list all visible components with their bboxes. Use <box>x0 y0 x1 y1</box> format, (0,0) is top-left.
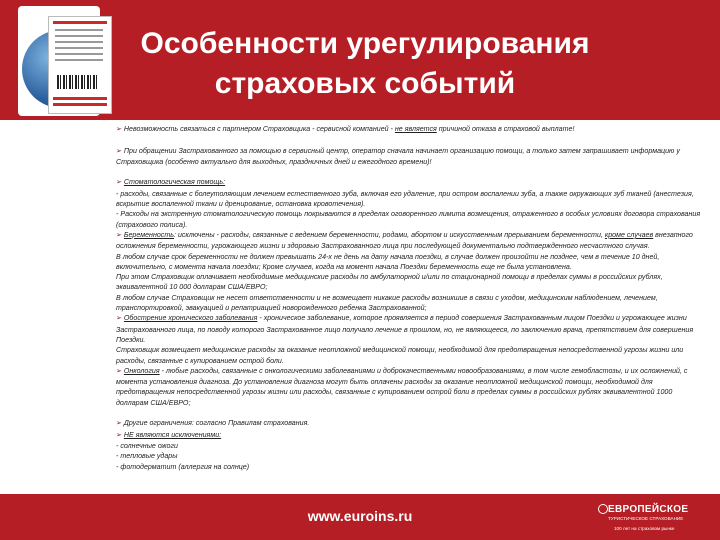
brand-mark-icon <box>598 504 608 514</box>
website-link[interactable]: www.euroins.ru <box>307 508 413 524</box>
dental-item-2: - Расходы на экстренную стоматологическую помощь покрываются в пределах оговоренного лимита возмещения, отраженного в особых условиях договора страхования (страхового полиса). <box>116 210 701 229</box>
chronic-coverage: Страховщик возмещает медицинские расходы за оказание неотложной медицинской помощи, необходимой для предотвращения непосредственной угрозы жизни или расходы, связанные с купированием острой боли. <box>116 346 684 365</box>
brand-tagline: 100 лет на страховом рынке <box>614 526 675 531</box>
booklet-image <box>48 16 112 114</box>
not-insured-heading: ➢ НЕ являются исключениями: <box>116 430 222 439</box>
title-line-2: страховых событий <box>214 67 516 100</box>
brand-name: ЕВРОПЕЙСКОЕ <box>608 504 689 515</box>
pregnancy-paragraph: ➢ Беременность: исключены - расходы, связанные с ведением беременности, родами, абортом и искусственным прерыванием беременности, кроме случаев внезапного осложнения беременности, угрожающего жизни и здоровью Застрахованного лица при последующей документально подтвержденного несчастного случая. <box>116 230 693 251</box>
arrow-bullet-icon: ➢ <box>116 431 122 439</box>
arrow-bullet-icon: ➢ <box>116 231 122 239</box>
not-insured-item: - фотодерматит (аллергия на солнце) <box>116 462 250 471</box>
pregnancy-term: В любом случае срок беременности не должен превышать 24-х не день на дату начала поездки, в случае должен произойти не позднее, чем в течение 10 дней, включительно, с момента начала поездки; Кроме случаев, когда на момент начала Поездки беременность еще не была установлена. <box>116 252 660 271</box>
arrow-bullet-icon: ➢ <box>116 126 122 133</box>
not-insured-item: - тепловые удары <box>116 452 178 461</box>
footer-band <box>0 494 720 540</box>
pregnancy-coverage: При этом Страховщик оплачивает необходимые медицинские расходы по амбулаторной и/или по стационарной помощи в пределах суммы в российских рублях, эквивалентной 10 000 долларам США/ЕВРО; <box>116 273 663 292</box>
booklet-globe-logo <box>18 6 100 116</box>
other-limits: ➢ Другие ограничения: согласно Правилам страхования. <box>116 419 310 428</box>
paragraph-service-center: ➢ При обращении Застрахованного за помощью в сервисный центр, оператор сначала начинает организацию помощи, а только затем запрашивает информацию у Страховщика (особенно актуально для выходных, праздничных дней и ежегодного времени)! <box>116 146 680 166</box>
pregnancy-newborn: В любом случае Страховщик не несет ответственности и не возмещает никакие расходы возникшие в связи с уходом, медицинским наблюдением, лечением, транспортировкой, эвакуацией и репатриацией новорожденного ребенка Застрахованной; <box>116 293 658 313</box>
page-title <box>130 24 600 104</box>
not-insured-item: - солнечные ожоги <box>116 441 178 450</box>
arrow-bullet-icon: ➢ <box>116 367 122 375</box>
paragraph-contact: ➢ Невозможность связаться с партнером Страховщика - сервисной компанией - не является причиной отказа в страховой выплате! <box>116 125 575 133</box>
dental-heading: ➢ Стоматологическая помощь: <box>116 178 226 187</box>
arrow-bullet-icon: ➢ <box>116 315 122 323</box>
title-line-1: Особенности урегулирования <box>140 27 590 60</box>
arrow-bullet-icon: ➢ <box>116 179 122 187</box>
content-body <box>116 124 702 472</box>
brand-logo <box>596 500 716 536</box>
brand-subtitle: ТУРИСТИЧЕСКОЕ СТРАХОВАНИЕ <box>608 516 684 521</box>
arrow-bullet-icon: ➢ <box>116 147 122 155</box>
oncology-paragraph: ➢ Онкология - любые расходы, связанные с онкологическими заболеваниями и доброкачественными новообразованиями, в том числе гемобластозы, и их осложнений, с момента установления диагноза. До установления диагноза могут быть оплачены расходы за оказание неотложной медицинской помощи, необходимой для предотвращения непосредственной угрозы жизни или расходы, связанные с купированием острой боли в пределах суммы в российских рублях эквивалентной 1000 долларам США/ЕВРО; <box>116 366 688 407</box>
dental-item-1: - расходы, связанные с болеутоляющим лечением естественного зуба, включая его удаление, при остром воспалении зуба, а также окружающих зуб тканей (анестезия, вскрытие воспаленной ткани и дренирование, остановка кровотечения). <box>116 189 694 209</box>
header-band <box>0 0 720 120</box>
arrow-bullet-icon: ➢ <box>116 420 122 428</box>
chronic-paragraph: ➢ Обострение хронического заболевания - хроническое заболевание, которое проявляется в период совершения Застрахованным лицом Поездки и угрожающее жизни Застрахованного лица, по поводу которого Застрахованное лицо получало лечение в прошлом, но, не являющееся, по заключению врача, препятствием для совершения Поездки. <box>116 314 694 344</box>
